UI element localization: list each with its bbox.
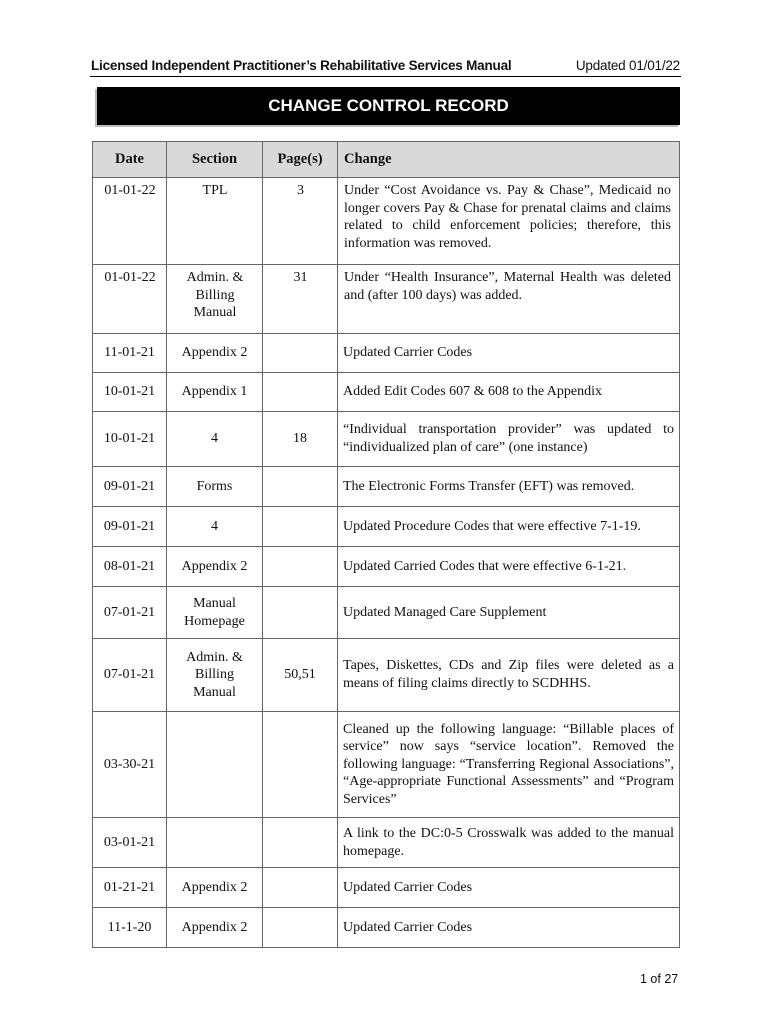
change-text: Updated Carried Codes that were effective 6-1-21. <box>343 558 627 574</box>
cell-section <box>167 712 263 818</box>
cell-change <box>338 639 680 712</box>
change-text: A link to the DC:0-5 Crosswalk was added to the manual homepage. <box>343 825 674 859</box>
section-text: Forms <box>196 478 233 494</box>
cell-date <box>93 334 167 373</box>
cell-change <box>338 712 680 818</box>
date-text: 03-01-21 <box>103 834 156 850</box>
section-text: Admin. & Billing Manual <box>186 270 244 321</box>
table-row <box>93 639 680 712</box>
section-text: Appendix 2 <box>181 919 248 935</box>
cell-section <box>167 868 263 908</box>
section-text: Admin. & Billing Manual <box>186 649 243 700</box>
cell-change <box>338 373 680 412</box>
cell-pages <box>263 507 338 547</box>
table-row <box>93 712 680 818</box>
table-row <box>93 265 680 334</box>
pages-text: 18 <box>293 431 307 447</box>
table-row <box>93 373 680 412</box>
pages-text: 31 <box>293 270 308 285</box>
cell-date <box>93 547 167 587</box>
column-header-pages: Page(s) <box>263 142 338 178</box>
section-text: 4 <box>211 431 218 447</box>
cell-date <box>93 818 167 868</box>
change-text: Under “Health Insurance”, Maternal Health was deleted and (after 100 days) was added. <box>344 270 671 303</box>
cell-change <box>338 868 680 908</box>
column-header-section: Section <box>167 142 263 178</box>
cell-change <box>338 412 680 467</box>
table-row <box>93 467 680 507</box>
cell-date <box>93 412 167 467</box>
change-text: “Individual transportation provider” was updated to “individualized plan of care” (one instance) <box>343 422 674 455</box>
section-text: Manual Homepage <box>184 595 245 629</box>
table-row <box>93 587 680 639</box>
change-control-table <box>92 141 680 948</box>
cell-pages <box>263 412 338 467</box>
cell-date <box>93 908 167 948</box>
cell-date <box>93 467 167 507</box>
cell-change <box>338 818 680 868</box>
pages-text <box>263 388 337 396</box>
pages-text <box>263 839 337 847</box>
change-text: Updated Carrier Codes <box>343 879 473 895</box>
cell-section <box>167 507 263 547</box>
table-row <box>93 334 680 373</box>
date-text: 10-01-21 <box>103 384 156 400</box>
cell-change <box>338 908 680 948</box>
change-text: Cleaned up the following language: “Billable places of service” now says “service location”. Removed the following language: “Transferring Regional Associations”, “Age-appropriate Functional Assessments” and “Program Services” <box>343 721 674 807</box>
cell-date <box>93 712 167 818</box>
cell-section <box>167 467 263 507</box>
section-text: Appendix 2 <box>181 558 248 574</box>
date-text: 03-30-21 <box>103 756 156 772</box>
pages-text <box>263 523 337 531</box>
table-row <box>93 547 680 587</box>
change-text: Updated Carrier Codes <box>343 919 473 935</box>
change-text: Updated Procedure Codes that were effective 7-1-19. <box>343 518 641 534</box>
cell-change <box>338 265 680 334</box>
section-text <box>167 839 262 847</box>
pages-text <box>263 924 337 932</box>
cell-pages <box>263 639 338 712</box>
cell-pages <box>263 373 338 412</box>
change-text: The Electronic Forms Transfer (EFT) was removed. <box>343 478 635 494</box>
pages-text: 50,51 <box>284 667 316 683</box>
cell-pages <box>263 587 338 639</box>
cell-pages <box>263 334 338 373</box>
cell-date <box>93 265 167 334</box>
table-row <box>93 908 680 948</box>
change-text: Added Edit Codes 607 & 608 to the Appendix <box>343 384 602 400</box>
updated-date: Updated 01/01/22 <box>575 58 680 73</box>
section-text <box>167 761 262 769</box>
change-text: Updated Managed Care Supplement <box>343 604 547 620</box>
pages-text: 3 <box>297 183 304 198</box>
pages-text <box>263 761 337 769</box>
date-text: 11-01-21 <box>104 345 155 361</box>
date-text: 07-01-21 <box>103 667 156 683</box>
cell-change <box>338 507 680 547</box>
cell-pages <box>263 818 338 868</box>
date-text: 07-01-21 <box>103 604 156 620</box>
date-text: 10-01-21 <box>103 431 156 447</box>
page-number: 1 of 27 <box>640 972 679 986</box>
pages-text <box>263 884 337 892</box>
cell-section <box>167 334 263 373</box>
section-text: TPL <box>202 183 228 198</box>
cell-section <box>167 547 263 587</box>
cell-section <box>167 412 263 467</box>
cell-date <box>93 178 167 265</box>
change-text: Tapes, Diskettes, CDs and Zip files were deleted as a means of filing claims directly to SCDHHS. <box>343 658 674 691</box>
date-text: 01-01-22 <box>104 183 156 198</box>
pages-text <box>263 483 337 491</box>
column-header-change: Change <box>338 142 680 178</box>
cell-change <box>338 467 680 507</box>
date-text: 09-01-21 <box>103 518 156 534</box>
cell-section <box>167 178 263 265</box>
change-text: Updated Carrier Codes <box>343 345 473 361</box>
cell-section <box>167 908 263 948</box>
cell-section <box>167 373 263 412</box>
cell-change <box>338 178 680 265</box>
manual-title: Licensed Independent Practitioner’s Rehabilitative Services Manual <box>91 58 512 73</box>
date-text: 09-01-21 <box>103 478 156 494</box>
section-text: Appendix 1 <box>181 384 248 400</box>
table-header-row <box>93 142 680 178</box>
banner-title: CHANGE CONTROL RECORD <box>268 96 509 115</box>
date-text: 11-1-20 <box>107 919 152 935</box>
date-text: 01-01-22 <box>104 270 156 285</box>
cell-change <box>338 547 680 587</box>
cell-pages <box>263 547 338 587</box>
cell-date <box>93 373 167 412</box>
change-control-banner <box>97 87 680 125</box>
section-text: Appendix 2 <box>181 879 248 895</box>
table-row <box>93 818 680 868</box>
change-text: Under “Cost Avoidance vs. Pay & Chase”, Medicaid no longer covers Pay & Chase for prenatal claims and claims related to child enforcement policies; therefore, this information was removed. <box>344 183 671 251</box>
cell-pages <box>263 712 338 818</box>
section-text: Appendix 2 <box>181 345 248 361</box>
cell-change <box>338 334 680 373</box>
column-header-date: Date <box>93 142 167 178</box>
table-row <box>93 507 680 547</box>
cell-pages <box>263 908 338 948</box>
cell-pages <box>263 265 338 334</box>
cell-pages <box>263 178 338 265</box>
table-row <box>93 868 680 908</box>
pages-text <box>263 563 337 571</box>
pages-text <box>263 349 337 357</box>
page-header <box>90 56 681 77</box>
cell-pages <box>263 467 338 507</box>
cell-section <box>167 265 263 334</box>
cell-date <box>93 507 167 547</box>
cell-section <box>167 587 263 639</box>
cell-date <box>93 868 167 908</box>
pages-text <box>263 609 337 617</box>
cell-pages <box>263 868 338 908</box>
cell-section <box>167 818 263 868</box>
date-text: 01-21-21 <box>103 879 156 895</box>
date-text: 08-01-21 <box>103 558 156 574</box>
cell-date <box>93 587 167 639</box>
cell-change <box>338 587 680 639</box>
table-row <box>93 178 680 265</box>
table-row <box>93 412 680 467</box>
cell-date <box>93 639 167 712</box>
section-text: 4 <box>211 518 218 534</box>
cell-section <box>167 639 263 712</box>
